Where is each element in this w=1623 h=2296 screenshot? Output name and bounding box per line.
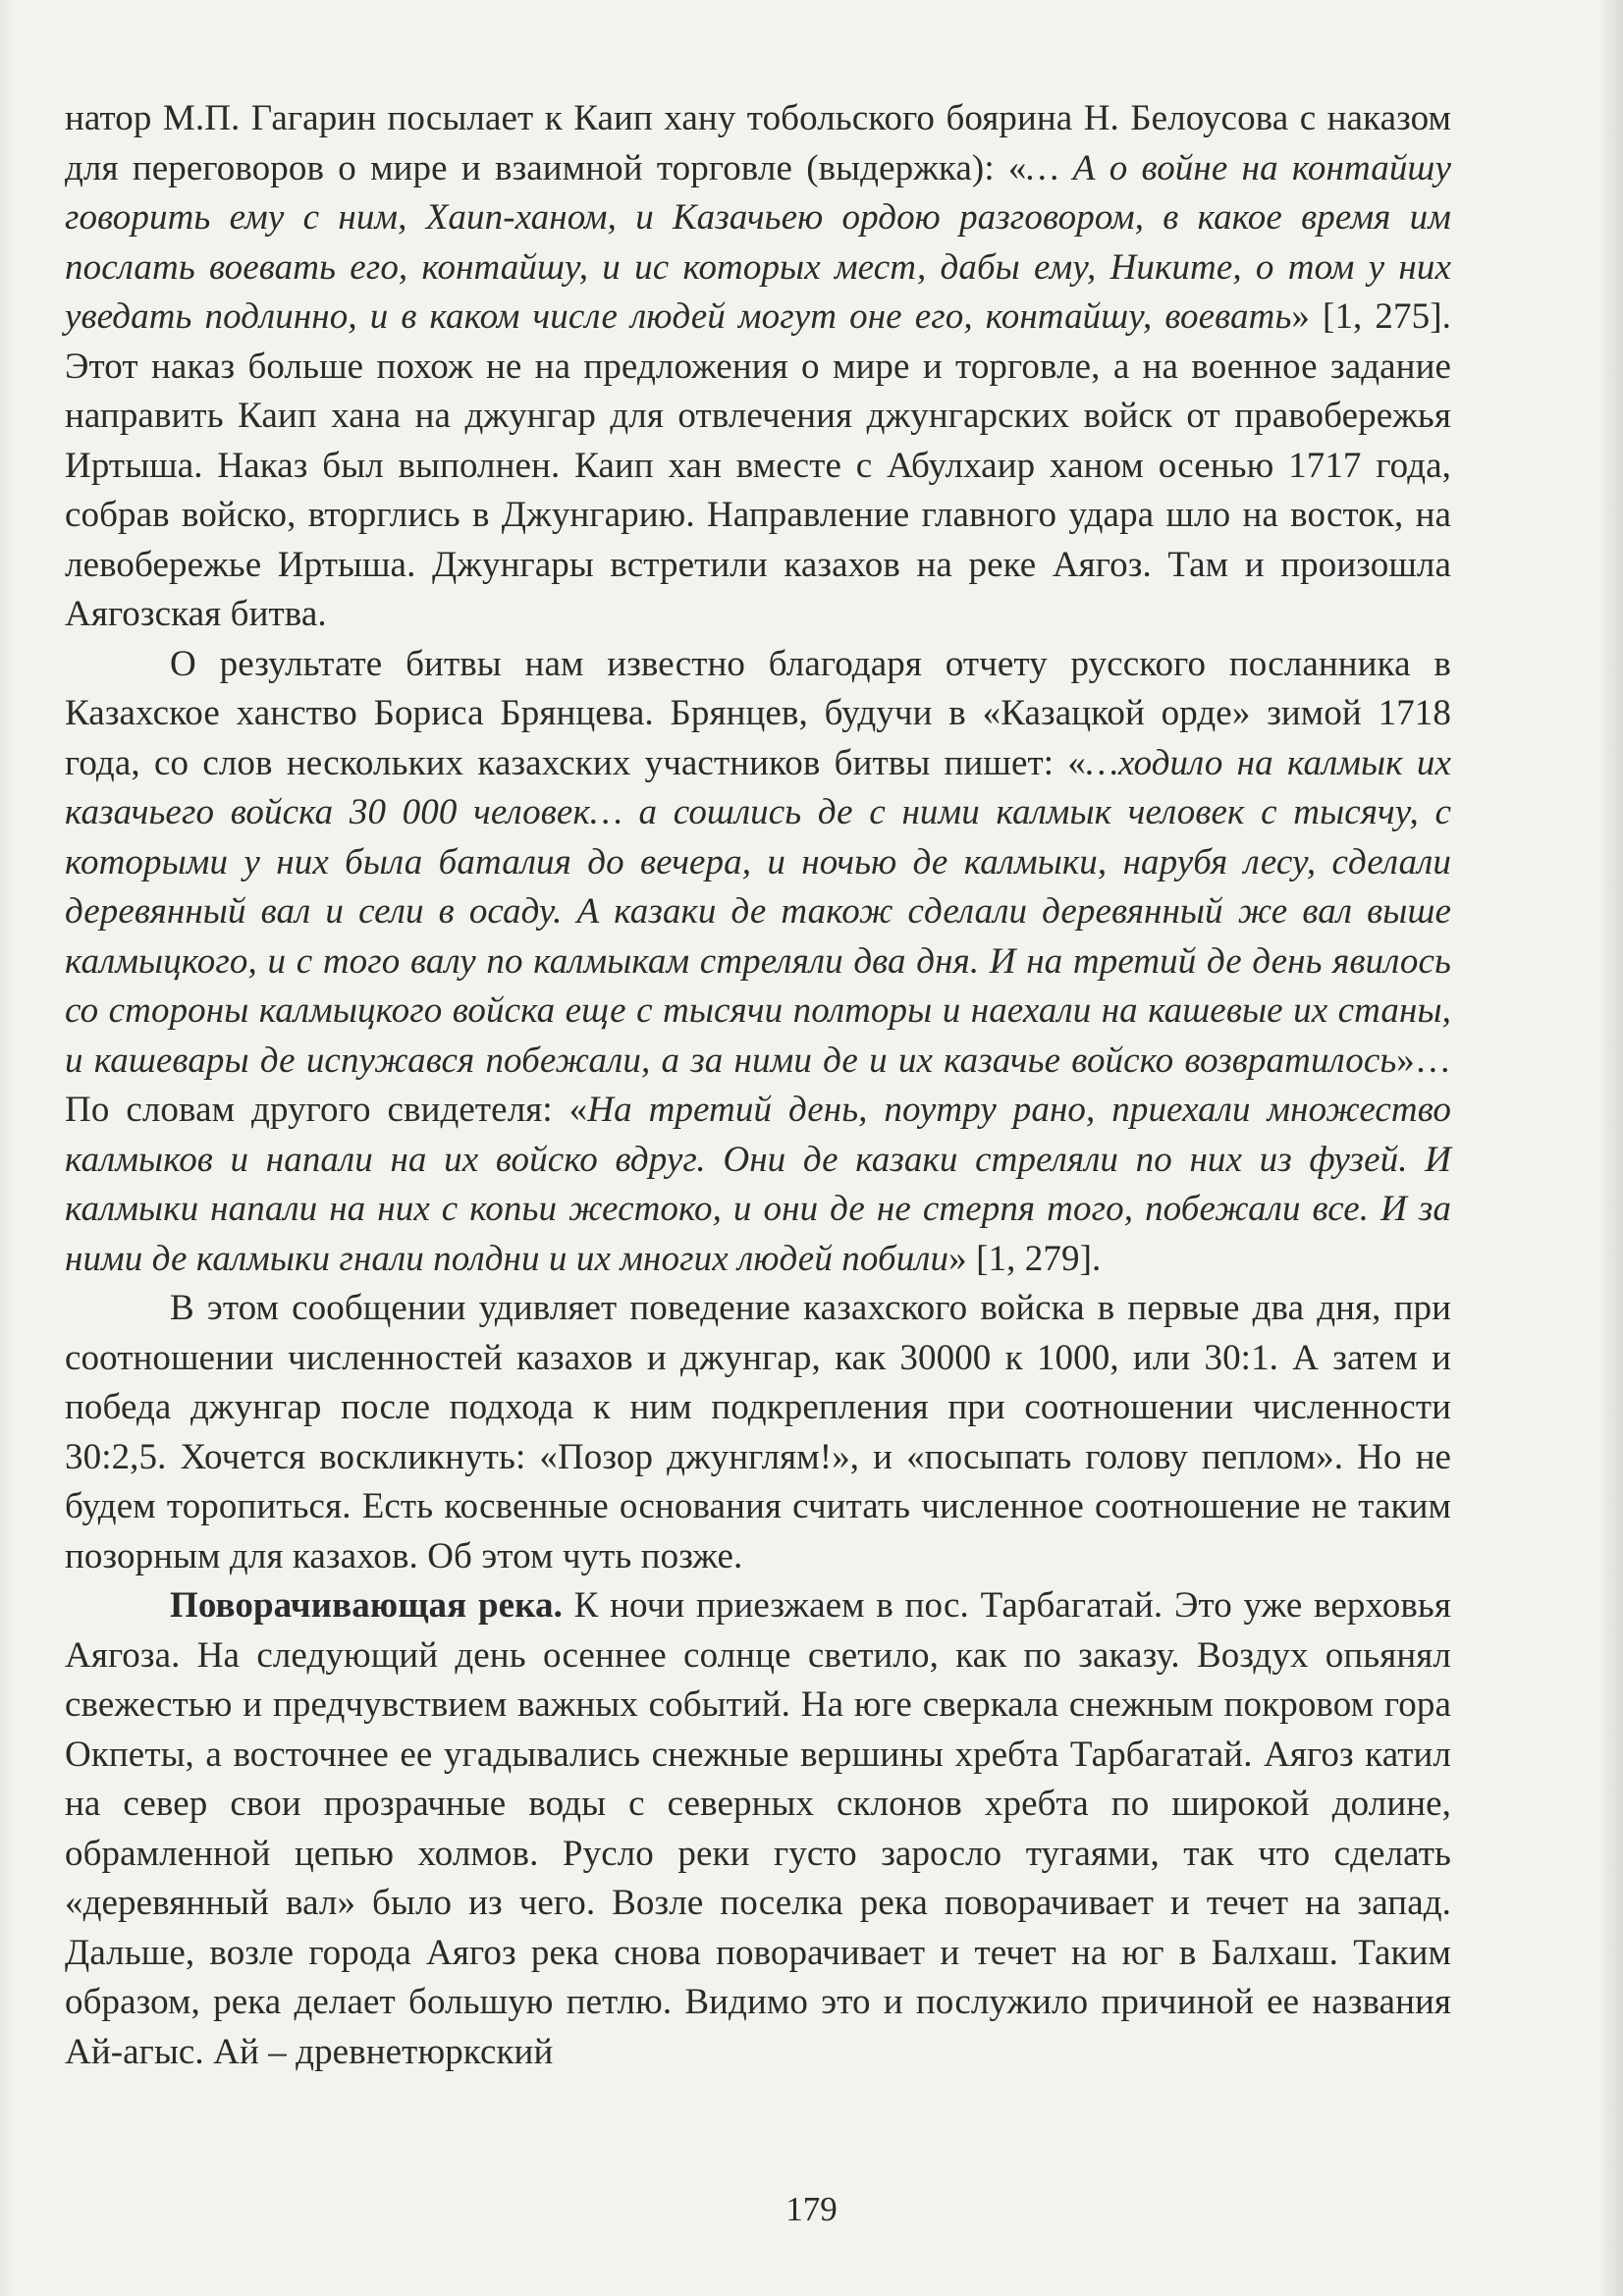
body-text-run: О результате битвы нам известно благодаря отчету русского посланника в Казахское ханство Бориса Брянцева. Брянцев, будучи в «Казацкой орде» зимой 1718 года, со слов нескольких казахских участников битвы пишет: «: [65, 643, 1451, 783]
body-text-run: » [1, 279].: [948, 1238, 1102, 1279]
section-heading: Поворачивающая река.: [170, 1585, 563, 1626]
quote-text: …ходило на калмык их казачьего войска 30 000 человек… а сошлись де с ними калмык человек с тысячу, с которыми у них была баталия до вечера, и ночью де калмыки, нарубя лесу, сделали деревянный вал и сели в осаду. А казаки де також сделали деревянный же вал выше калмыцкого, и с того валу по калмыкам стреляли два дня. И на третий де день явилось со стороны калмыцкого войска еще с тысячи полторы и наехали на кашевые их станы, и кашевары де испужався побежали, а за ними де и их казачье войско возвратилось: [65, 742, 1451, 1081]
quote-text: На третий день, поутру рано, приехали множество калмыков и напали на их войско вдруг. Они де казаки стреляли по них из фузей. И калмыки напали на них с копьи жестоко, и они де не стерпя того, побежали все. И за ними де калмыки гнали полдни и их многих людей побили: [65, 1090, 1451, 1279]
paragraph: [65, 640, 1451, 1285]
body-text: [65, 94, 1451, 2077]
paragraph: [65, 1284, 1451, 1581]
paragraph: [65, 1581, 1451, 2077]
page-number: 179: [785, 2190, 838, 2228]
body-text-run: натор М.П. Гагарин посылает к Каип хану тобольского боярина Н. Белоусова с наказом для переговоров о мире и взаимной торговле (выдержка): «: [65, 98, 1451, 188]
page-edge-right: [1597, 0, 1623, 2296]
body-text-run: »… По словам другого свидетеля: «: [65, 1040, 1451, 1130]
body-text-run: В этом сообщении удивляет поведение казахского войска в первые два дня, при соотношении численностей казахов и джунгар, как 30000 к 1000, или 30:1. А затем и победа джунгар после подхода к ним подкрепления при соотношении численности 30:2,5. Хочется воскликнуть: «Позор джунглям!», и «посыпать голову пеплом». Но не будем торопиться. Есть косвенные основания считать численное соотношение не таким позорным для казахов. Об этом чуть позже.: [65, 1288, 1451, 1576]
body-text-run: К ночи приезжаем в пос. Тарбагатай. Это уже верховья Аягоза. На следующий день осеннее солнце светило, как по заказу. Воздух опьянял свежестью и предчувствием важных событий. На юге сверкала снежным покровом гора Окпеты, а восточнее ее угадывались снежные вершины хребта Тарбагатай. Аягоз катил на север свои прозрачные воды с северных склонов хребта по широкой долине, обрамленной цепью холмов. Русло реки густо заросло тугаями, так что сделать «деревянный вал» было из чего. Возле поселка река поворачивает и течет на запад. Дальше, возле города Аягоз река снова поворачивает и течет на юг в Балхаш. Таким образом, река делает большую петлю. Видимо это и послужило причиной ее названия Ай-агыс. Ай – древнетюркский: [65, 1585, 1451, 2072]
body-text-run: » [1, 275]. Этот наказ больше похож не на предложения о мире и торговле, а на военное задание направить Каип хана на джунгар для отвлечения джунгарских войск от правобережья Иртыша. Наказ был выполнен. Каип хан вместе с Абулхаир ханом осенью 1717 года, собрав войско, вторглись в Джунгарию. Направление главного удара шло на восток, на левобережье Иртыша. Джунгары встретили казахов на реке Аягоз. Там и произошла Аягозская битва.: [65, 296, 1451, 634]
quote-text: … А о войне на контайшу говорить ему с ним, Хаип-ханом, и Казачьею ордою разговором, в какое время им послать воевать его, контайшу, и ис которых мест, дабы ему, Никите, о том у них уведать подлинно, и в каком числе людей могут оне его, контайшу, воевать: [65, 147, 1451, 337]
page-edge-left: [0, 0, 14, 2296]
paragraph: [65, 94, 1451, 640]
